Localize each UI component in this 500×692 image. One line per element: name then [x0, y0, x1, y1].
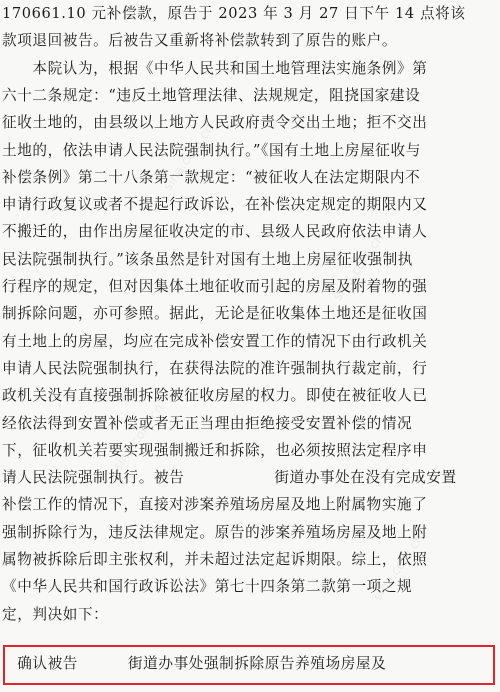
text-line-content: 补偿工作的情况下，直接对涉案养殖场房屋及地上附属物实施了 — [2, 496, 428, 514]
watermark: sina.com.cn — [160, 121, 218, 194]
text-line-content: 行程序的规定，但对因集体土地征收而引起的房屋及附着物的强 — [2, 278, 428, 295]
text-line-content: 本院认为，根据《中华人民共和国土地管理法实施条例》第 — [2, 59, 428, 77]
text-line — [2, 577, 498, 597]
text-line-content: 申请人民法院强制执行，在获得法院的准许强制执行裁定前，行 — [2, 359, 428, 377]
text-line-content: 经依法得到安置补偿或者无正当理由拒绝接受安置补偿的情况 — [2, 414, 413, 432]
text-line-content: 强制拆除行为，违反法律规定。原告的涉案养殖场房屋及地上附 — [2, 523, 428, 541]
text-line — [2, 86, 498, 106]
text-line — [2, 250, 498, 270]
text-line — [2, 195, 498, 215]
text-line-content: 征收土地的，由县级以上地方人民政府责令交出土地；拒不交出 — [2, 114, 428, 132]
text-line-content: 170661.10 元补偿款，原告于 2023 年 3 月 27 日下午 14 点将该 — [2, 5, 466, 22]
text-line-content: 属物被拆除后即主张权利，并未超过法定起诉期限。综上，依照 — [2, 551, 428, 568]
watermark: sina.com.cn — [330, 231, 388, 304]
text-line-content: 六十二条规定：“违反土地管理法律、法规规定，阻挠国家建设 — [2, 86, 421, 104]
text-line-content: 定，判决如下： — [2, 605, 109, 623]
text-line-content: 申请行政复议或者不提起行政诉讼，在补偿决定规定的期限内又 — [2, 196, 428, 214]
text-line-content: 不搬迁的，由作出房屋征收决定的市、县级人民政府依法申请人 — [2, 223, 428, 241]
text-line — [2, 4, 498, 24]
text-line-content: 款项退回被告。后被告又重新将补偿款转到了原告的账户。 — [2, 32, 398, 50]
verdict-text-left: 确认被告 — [2, 655, 78, 672]
text-line — [2, 441, 498, 461]
text-line-content: 制拆除问题，亦可参照。据此，无论是征收集体土地还是征收国 — [2, 305, 428, 323]
text-line — [2, 332, 498, 352]
text-line — [2, 113, 498, 133]
verdict-line — [2, 654, 498, 674]
text-line — [2, 304, 498, 324]
watermark: sina.com.cn — [110, 401, 168, 474]
text-line — [2, 141, 498, 161]
watermark: sina.com.cn — [370, 531, 428, 604]
text-line-content: 补偿条例》第二十八条第一款规定：“被征收人在法定期限内不 — [2, 168, 421, 186]
text-line — [2, 468, 498, 488]
text-line — [2, 168, 498, 188]
text-line — [2, 605, 498, 625]
text-line — [2, 222, 498, 242]
text-line-tail: 街道办事处在没有完成安置 — [274, 469, 457, 487]
text-line-content: 《中华人民共和国行政诉讼法》第七十四条第二款第一项之规 — [2, 578, 413, 596]
text-line-content: 下，征收机关若要实现强制搬迁和拆除，也必须按照法定程序申 — [2, 441, 428, 459]
text-line — [2, 359, 498, 379]
text-line-content: 有土地上的房屋，均应在完成补偿安置工作的情况下由行政机关 — [2, 332, 428, 350]
text-line — [2, 277, 498, 297]
text-line-content: 政机关没有直接强制拆除被征收房屋的权力。即使在被征收人已 — [2, 387, 428, 405]
text-line — [2, 495, 498, 515]
verdict-text-right: 街道办事处强制拆除原告养殖场房屋及 — [127, 655, 387, 672]
text-line — [2, 59, 498, 79]
text-line-content: 民法院强制执行。”该条虽然是针对国有土地上房屋征收强制执 — [2, 250, 413, 268]
text-line — [2, 386, 498, 406]
text-line-content: 土地的，依法申请人民法院强制执行。”《国有土地上房屋征收与 — [2, 141, 421, 159]
text-line-content: 请人民法院强制执行。被告 — [2, 469, 185, 487]
text-line — [2, 523, 498, 543]
text-line — [2, 31, 498, 51]
text-line — [2, 414, 498, 434]
text-line — [2, 550, 498, 570]
